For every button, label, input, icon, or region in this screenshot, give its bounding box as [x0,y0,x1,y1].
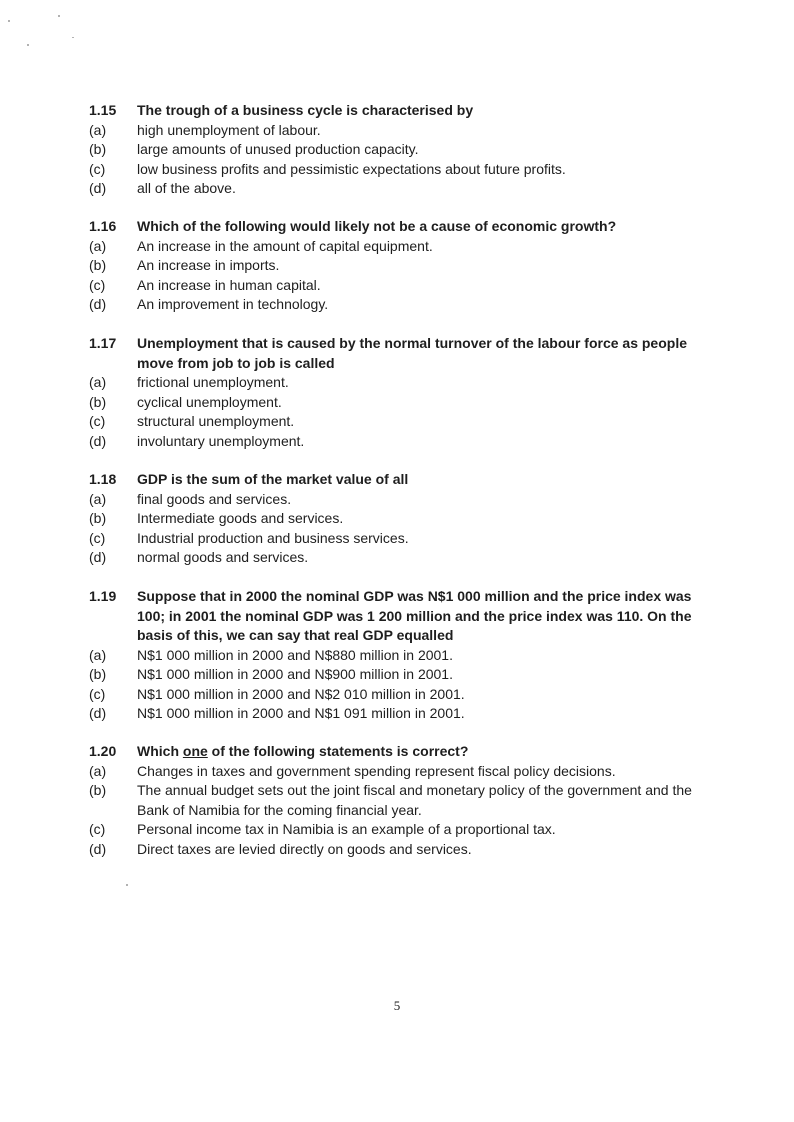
option-d [89,548,709,568]
question-stem [89,334,709,373]
question-text-start: Which [137,743,183,759]
question-1-20 [89,742,709,859]
option-c [89,412,709,432]
option-a [89,237,709,257]
question-stem [89,587,709,646]
option-c [89,685,709,705]
question-text: Unemployment that is caused by the normal turnover of the labour force as people move from job to job is called [137,335,687,371]
scan-speck [8,20,10,22]
question-stem [89,101,709,121]
option-label: (b) [89,510,107,526]
option-text: low business profits and pessimistic expectations about future profits. [137,160,566,177]
option-a [89,490,709,510]
option-b [89,509,709,529]
question-number: 1.17 [89,335,117,351]
option-a [89,121,709,141]
option-text: cyclical unemployment. [137,393,282,410]
option-text: An increase in imports. [137,257,280,273]
option-label: (c) [89,821,106,837]
scan-speck [126,884,128,886]
option-label: (c) [89,413,106,429]
question-1-17 [89,334,709,451]
option-text: An increase in the amount of capital equipment. [137,237,433,254]
option-b [89,140,709,160]
question-1-16 [89,217,709,315]
option-label: (a) [89,121,107,138]
option-a [89,373,709,393]
option-label: (c) [89,276,106,293]
option-label: (d) [89,549,107,565]
question-stem [89,742,709,762]
option-label: (b) [89,782,107,798]
option-c [89,529,709,549]
option-text: Industrial production and business services. [137,529,409,546]
option-label: (a) [89,762,107,779]
question-number: 1.16 [89,218,117,234]
option-c [89,160,709,180]
option-label: (b) [89,393,107,410]
underlined-word: one [182,743,208,759]
option-text: The annual budget sets out the joint fiscal and monetary policy of the government and the Bank of Namibia for the coming financial year. [137,782,692,818]
question-text: Which of the following would likely not be a cause of economic growth? [137,218,617,234]
option-text: final goods and services. [137,490,292,507]
option-text: structural unemployment. [137,413,295,429]
scan-speck [72,37,74,38]
scan-speck [27,44,29,46]
option-a [89,762,709,782]
question-text: Suppose that in 2000 the nominal GDP was N$1 000 million and the price index was 100; in 2001 the nominal GDP was 1 200 million and the price index was 110. On the basis of this, we can say that real GDP equalled [137,588,692,643]
option-label: (d) [89,840,107,857]
option-text: An increase in human capital. [137,276,321,293]
option-label: (a) [89,490,107,507]
option-label: (d) [89,296,107,312]
question-number: 1.20 [89,743,117,759]
option-label: (b) [89,666,107,682]
option-text: large amounts of unused production capacity. [137,141,419,157]
option-text: N$1 000 million in 2000 and N$900 million in 2001. [137,666,453,682]
option-text: Changes in taxes and government spending represent fiscal policy decisions. [137,762,616,779]
question-text-end: of the following statements is correct? [207,743,469,759]
option-text: Intermediate goods and services. [137,510,344,526]
option-label: (c) [89,529,106,546]
option-text: N$1 000 million in 2000 and N$880 million in 2001. [137,646,453,663]
option-label: (b) [89,257,107,273]
option-label: (b) [89,141,107,157]
question-text [137,742,709,762]
option-text: Personal income tax in Namibia is an example of a proportional tax. [137,821,556,837]
option-d [89,704,709,724]
question-number: 1.15 [89,102,117,118]
option-text: frictional unemployment. [137,374,289,390]
question-number: 1.19 [89,588,117,604]
option-b [89,781,709,820]
option-text: Direct taxes are levied directly on goods and services. [137,840,472,857]
option-b [89,665,709,685]
option-label: (a) [89,374,107,390]
option-text: normal goods and services. [137,549,309,565]
option-text: high unemployment of labour. [137,121,321,138]
option-c [89,820,709,840]
option-c [89,276,709,296]
question-number: 1.18 [89,471,117,487]
scan-speck [58,15,60,17]
question-text: The trough of a business cycle is characterised by [137,102,474,118]
option-b [89,393,709,413]
option-a [89,646,709,666]
option-b [89,256,709,276]
question-text: GDP is the sum of the market value of all [137,471,409,487]
option-d [89,295,709,315]
question-stem [89,217,709,237]
option-d [89,179,709,199]
question-1-19 [89,587,709,724]
option-label: (d) [89,432,107,449]
question-stem [89,470,709,490]
option-text: involuntary unemployment. [137,432,305,449]
question-1-18 [89,470,709,568]
option-label: (c) [89,160,106,177]
option-text: An improvement in technology. [137,296,329,312]
option-label: (d) [89,180,107,196]
option-label: (c) [89,685,106,702]
option-text: N$1 000 million in 2000 and N$2 010 million in 2001. [137,685,465,702]
option-d [89,432,709,452]
option-label: (a) [89,646,107,663]
option-label: (a) [89,237,107,254]
page-number: 5 [393,998,401,1013]
option-text: all of the above. [137,180,236,196]
option-d [89,840,709,860]
option-text: N$1 000 million in 2000 and N$1 091 million in 2001. [137,705,465,721]
question-1-15 [89,101,709,199]
option-label: (d) [89,705,107,721]
